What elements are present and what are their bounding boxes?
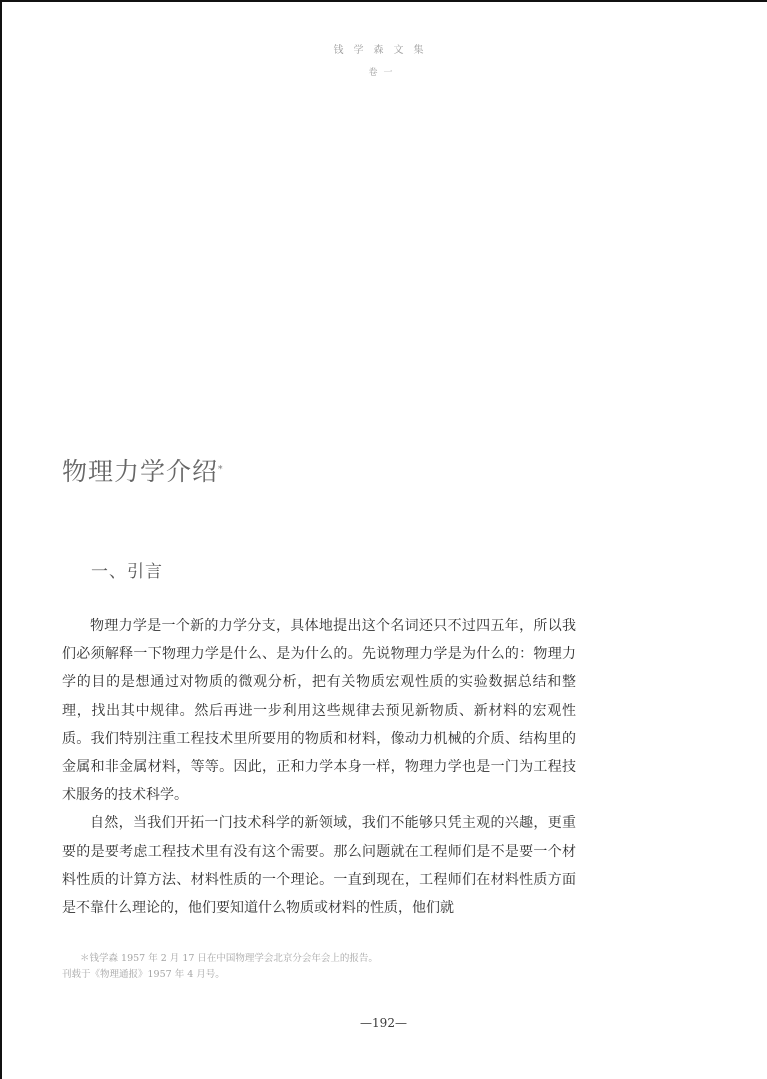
article-title <box>62 455 224 489</box>
paragraph-2: 自然，当我们开拓一门技术科学的新领域，我们不能够只凭主观的兴趣，更重要的是要考虑工程技术里有没有这个需要。那么问题就在工程师们是不是要一个材料性质的计算方法、材料性质的一个理论。一直到现在，工程师们在材料性质方面是不靠什么理论的，他们要知道什么物质或材料的性质，他们就 <box>62 815 576 917</box>
page-border-top <box>0 0 767 2</box>
body-text <box>62 612 576 922</box>
page-number: —192— <box>360 1016 407 1030</box>
footnote-line-1: ＊钱学森 1957 年 2 月 17 日在中国物理学会北京分会年会上的报告。 <box>80 953 378 964</box>
running-head-volume: 卷一 <box>368 68 399 78</box>
footnote-line-2: 刊载于《物理通报》1957 年 4 月号。 <box>62 969 225 980</box>
footnote-marker: * <box>218 465 224 475</box>
page-border-left <box>0 0 2 1079</box>
section-heading: 一、引言 <box>91 562 163 582</box>
paragraph-1: 物理力学是一个新的力学分支，具体地提出这个名词还只不过四五年，所以我们必须解释一下物理力学是什么、是为什么的。先说物理力学是为什么的：物理力学的目的是想通过对物质的微观分析，把有关物质宏观性质的实验数据总结和整理，找出其中规律。然后再进一步利用这些规律去预见新物质、新材料的宏观性质。我们特别注重工程技术里所要用的物质和材料，像动力机械的介质、结构里的金属和非金属材料，等等。因此，正和力学本身一样，物理力学也是一门为工程技术服务的技术科学。 <box>62 618 576 804</box>
running-head-title: 钱学森文集 <box>333 45 434 56</box>
article-title-text: 物理力学介绍 <box>62 457 219 486</box>
footnote <box>62 951 562 983</box>
